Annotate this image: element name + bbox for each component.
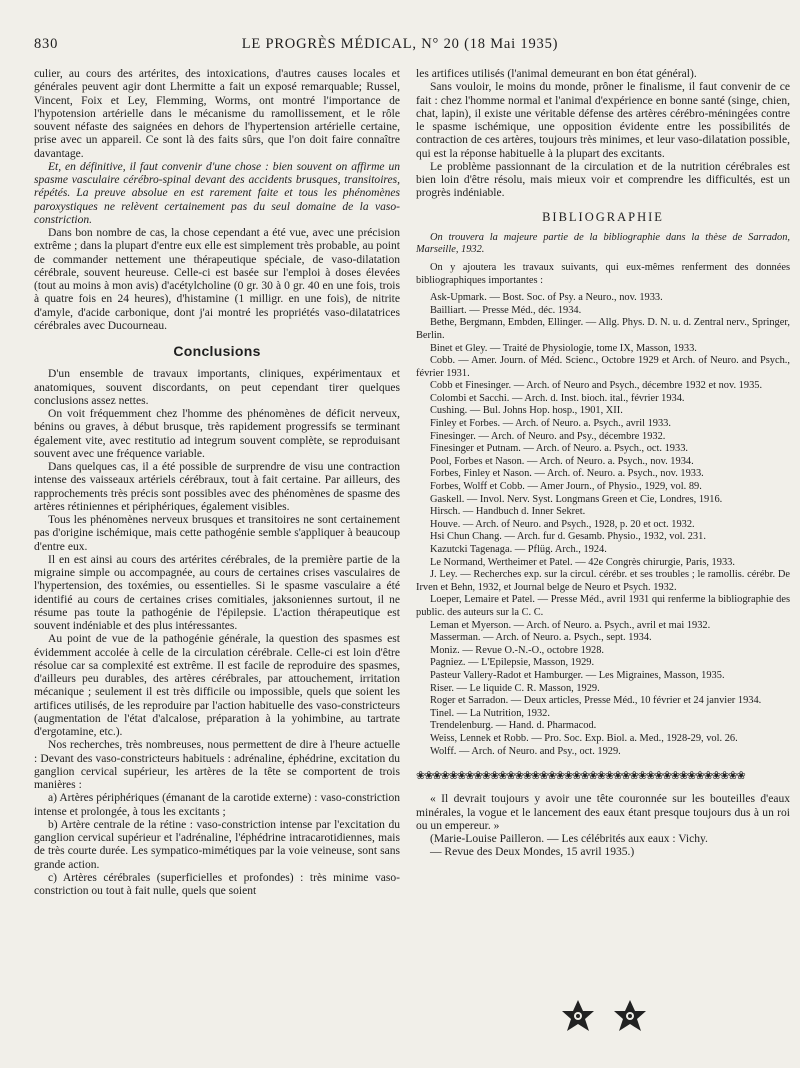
- ornamental-separator: ❀❀❀❀❀❀❀❀❀❀❀❀❀❀❀❀❀❀❀❀❀❀❀❀❀❀❀❀❀❀❀❀❀❀❀❀❀❀❀❀: [416, 770, 745, 783]
- reference-entry: Pool, Forbes et Nason. — Arch. of Neuro. a. Psych., nov. 1934.: [430, 455, 694, 467]
- reference-entry: Finesinger et Putnam. — Arch. of Neuro. a. Psych., oct. 1933.: [430, 443, 688, 455]
- body-paragraph: Le problème passionnant de la circulation et de la nutrition cérébrales est bien loin d'être résolu, mais mieux voir et comprendre les difficultés, est un progrès indéniable.: [416, 160, 790, 200]
- reference-entry: Le Normand, Wertheimer et Patel. — 42e Congrès chirurgie, Paris, 1933.: [430, 556, 735, 568]
- reference-entry: Loeper, Lemaire et Patel. — Presse Méd., avril 1931 qui renferme la bibliographie des public. des auteurs sur la C. C.: [416, 594, 790, 618]
- conclusion-paragraph: Nos recherches, très nombreuses, nous permettent de dire à l'heure actuelle : Devant des vaso-constricteurs habituels : adrénaline, éphédrine, excitation du ganglion cervical supérieur, les artères de la tête se comportent de trois manières :: [34, 739, 400, 791]
- reference-entry: Hirsch. — Handbuch d. Inner Sekret.: [430, 506, 586, 518]
- running-header: [34, 36, 766, 56]
- reference-entry: Wolff. — Arch. of Neuro. and Psy., oct. 1929.: [430, 745, 621, 757]
- conclusion-paragraph: Dans quelques cas, il a été possible de surprendre de visu une contraction intense des vaisseaux artériels cérébraux, tout à fait certaine. Par ailleurs, des rapprochements très précis sont possibles avec des phénomènes de spasme des artères rétiniennes et périphériques, également visibles.: [34, 461, 400, 513]
- reference-entry: Gaskell. — Invol. Nerv. Syst. Longmans Green et Cie, Londres, 1916.: [430, 493, 723, 505]
- reference-entry: Pagniez. — L'Epilepsie, Masson, 1929.: [430, 657, 595, 669]
- conclusion-paragraph: D'un ensemble de travaux importants, cliniques, expérimentaux et anatomiques, souvent discordants, on peut cependant tirer quelques conclusions assez nettes.: [34, 368, 400, 407]
- right-column: [416, 68, 790, 860]
- conclusion-item-b: b) Artère centrale de la rétine : vaso-constriction intense par l'excitation du ganglion cervical supérieur et l'adrénaline, l'éphédrine intracarotidiennes, mais de très courte durée. Les sympatico-mimétiques par la voie veineuse, sont sans grande action.: [34, 818, 400, 871]
- reference-entry: Moniz. — Revue O.-N.-O., octobre 1928.: [430, 644, 605, 656]
- reference-entry: Cobb et Finesinger. — Arch. of Neuro and Psych., décembre 1932 et nov. 1935.: [430, 380, 763, 392]
- reference-entry: Bailliart. — Presse Méd., déc. 1934.: [430, 304, 582, 316]
- reference-entry: Kazutcki Tagenaga. — Pflüg. Arch., 1924.: [430, 544, 607, 555]
- conclusion-paragraph: Il en est ainsi au cours des artérites cérébrales, de la première partie de la migraine simple ou accompagnée, au cours de certaines crises vasculaires de l'hypertension, des toxémies, ou essentielles. Si le spasme vasculaire a été identifié au cours de certaines crises comitiales, jaksoniennes surtout, il ne résume pas toute la pathogénie de l'épilepsie. L'action thérapeutique est souvent indéniable et des plus intéressantes.: [34, 553, 400, 632]
- conclusion-item-c: c) Artères cérébrales (superficielles et profondes) : très minime vaso-constriction ou tout à fait nulle, quels que soient: [34, 871, 400, 897]
- reference-entry: Binet et Gley. — Traité de Physiologie, tome IX, Masson, 1933.: [430, 342, 697, 354]
- body-paragraph: les artifices utilisés (l'animal demeurant en bon état général).: [416, 68, 697, 80]
- conclusion-paragraph: Tous les phénomènes nerveux brusques et transitoires ne sont certainement pas d'origine ischémique, mais cette pathogénie semble s'appliquer à beaucoup d'entre eux.: [34, 514, 400, 553]
- flower-ornament-left: [562, 1000, 594, 1031]
- running-title: LE PROGRÈS MÉDICAL, N° 20 (18 Mai 1935): [241, 36, 559, 52]
- bibliography-note: On y ajoutera les travaux suivants, qui eux-mêmes renferment des données bibliographiques importantes :: [416, 261, 790, 286]
- reference-entry: J. Ley. — Recherches exp. sur la circul. cérébr. et ses troubles ; le ramollis. cérébr. De Irven et Behn, 1932, et Journal belge de Neuro et Psych. 1932.: [416, 569, 790, 593]
- left-column: [34, 68, 400, 898]
- flower-ornament-right: [614, 1000, 646, 1031]
- quote-block: [416, 793, 790, 859]
- reference-entry: Pasteur Vallery-Radot et Hamburger. — Les Migraines, Masson, 1935.: [430, 669, 725, 681]
- body-paragraph: culier, au cours des artérites, des intoxications, d'autres causes locales et générales peuvent agir dont Lhermitte a fait un exposé remarquable; Russel, Vincent, Foix et Ley, Flemming, Worms, ont montré l'importance de l'hypotension artérielle dans le mécanisme du ramollissement, et le rôle souvent néfaste des saignées en dehors de l'hypertension artérielle certaine, prise avec un appareil. Ce sont là des faits sûrs, que l'on doit faire connaître davantage.: [34, 68, 400, 160]
- body-paragraph-italic: Et, en définitive, il faut convenir d'une chose : bien souvent on affirme un spasme vasculaire cérébro-spinal devant des accidents brusques, transitoires, répétés. La preuve absolue en est rarement faite et tous les phénomènes paroxystiques ne relèvent certainement pas du seul domaine de la vaso-constriction.: [34, 160, 400, 226]
- floral-ornament: [558, 996, 678, 1036]
- body-paragraph: Dans bon nombre de cas, la chose cependant a été vue, avec une précision extrême ; dans la plupart d'entre eux elle est simplement très probable, au point de commander nettement une thérapeutique spéciale, de vaso-dilatation cérébrale, souvent heureuse. Celle-ci est basée sur l'emploi à doses élevées (tout au moins à mon avis) d'acétylcholine (0 gr. 30 à 0 gr. 40 en une fois, trois à quatre fois en 24 heures), d'histamine (1 milligr. en une fois), de nitrite d'amyle, d'acide carbonique, dont j'ai montré les propriétés vaso-dilatatrices cérébrales avec Ducourneau.: [34, 227, 400, 332]
- reference-entry: Roger et Sarradon. — Deux articles, Presse Méd., 10 février et 24 janvier 1934.: [430, 695, 762, 707]
- reference-entry: Cobb. — Amer. Journ. of Méd. Scienc., Octobre 1929 et Arch. of Neuro. and Psych., février 1931.: [416, 355, 790, 379]
- reference-entry: Leman et Myerson. — Arch. of Neuro. a. Psych., avril et mai 1932.: [430, 619, 711, 631]
- bibliography-heading: BIBLIOGRAPHIE: [542, 209, 664, 224]
- reference-entry: Cushing. — Bul. Johns Hop. hosp., 1901, XII.: [430, 405, 623, 417]
- reference-entry: Trendelenburg. — Hand. d. Pharmacod.: [430, 720, 597, 732]
- reference-entry: Weiss, Lennek et Robb. — Pro. Soc. Exp. Biol. a. Med., 1928-29, vol. 26.: [430, 732, 738, 744]
- conclusion-paragraph: Au point de vue de la pathogénie générale, la question des spasmes est évidemment accolée à celle de la circulation cérébrale. Celle-ci est loin d'être résolue car sa complexité est extrême. Il est facile de reproduire des spasmes, d'ailleurs peu durables, des artères cérébrales, par attouchement, irritation mécanique ; seulement il est très difficile ou impossible, quels que soient les artifices utilisés, de les reproduire par l'action habituelle des vaso-constricteurs (augmentation de l'état d'alcalose, préparation à la yohimbine, au tartrate d'ergotamine, etc.).: [34, 633, 400, 738]
- conclusions-heading: Conclusions: [173, 343, 261, 359]
- reference-entry: Hsi Chun Chang. — Arch. fur d. Gesamb. Physio., 1932, vol. 231.: [430, 531, 706, 543]
- quote-source: (Marie-Louise Pailleron. — Les célébrités aux eaux : Vichy.: [430, 833, 708, 846]
- reference-entry: Finley et Forbes. — Arch. of Neuro. a. Psych., avril 1933.: [430, 418, 671, 430]
- bibliography-note: On trouvera la majeure partie de la bibliographie dans la thèse de Sarradon, Marseille, 1932.: [416, 231, 790, 256]
- quote-text: « Il devrait toujours y avoir une tête couronnée sur les bouteilles d'eaux minérales, la vogue et le lancement des eaux étant presque toujours dus à un roi ou un empereur. »: [416, 793, 790, 832]
- conclusion-paragraph: On voit fréquemment chez l'homme des phénomènes de déficit nerveux, bénins ou graves, à début brusque, très rapidement progressifs se terminant également vite, avec restitutio ad integrum souvent complète, se reproduisant souvent avec une fréquence variable.: [34, 408, 400, 460]
- reference-entry: Forbes, Wolff et Cobb. — Amer Journ., of Physio., 1929, vol. 89.: [430, 481, 702, 493]
- quote-source: — Revue des Deux Mondes, 15 avril 1935.): [430, 846, 635, 859]
- page-number: 830: [34, 36, 59, 52]
- reference-list: [416, 292, 790, 758]
- reference-entry: Tinel. — La Nutrition, 1932.: [430, 707, 550, 719]
- body-paragraph: Sans vouloir, le moins du monde, prôner le finalisme, il faut convenir de ce fait : chez l'homme normal et l'animal d'expérience en bonne santé (singe, chien, chat, lapin), il existe une véritable défense des artères cérébro-méningées contre le spasme ischémique, une opposition évidente entre les possibilités de contraction de ces artères, toujours très minimes, et leur vaso-dilatation possible, qui est la réponse habituelle à la plupart des excitants.: [416, 81, 790, 160]
- reference-entry: Colombi et Sacchi. — Arch. d. Inst. bioch. ital., février 1934.: [430, 392, 685, 404]
- reference-entry: Bethe, Bergmann, Embden, Ellinger. — Allg. Phys. D. N. u. d. Zentral nerv., Springer, Berlin.: [416, 317, 790, 341]
- reference-entry: Ask-Upmark. — Bost. Soc. of Psy. a Neuro., nov. 1933.: [430, 292, 663, 304]
- reference-entry: Riser. — Le liquide C. R. Masson, 1929.: [430, 682, 600, 694]
- reference-entry: Houve. — Arch. of Neuro. and Psych., 1928, p. 20 et oct. 1932.: [430, 518, 695, 530]
- reference-entry: Finesinger. — Arch. of Neuro. and Psy., décembre 1932.: [430, 430, 666, 442]
- conclusion-item-a: a) Artères périphériques (émanant de la carotide externe) : vaso-constriction intense et prolongée, à tous les excitants ;: [34, 792, 400, 818]
- reference-entry: Masserman. — Arch. of Neuro. a. Psych., sept. 1934.: [430, 632, 652, 644]
- reference-entry: Forbes, Finley et Nason. — Arch. of. Neuro. a. Psych., nov. 1933.: [430, 468, 704, 480]
